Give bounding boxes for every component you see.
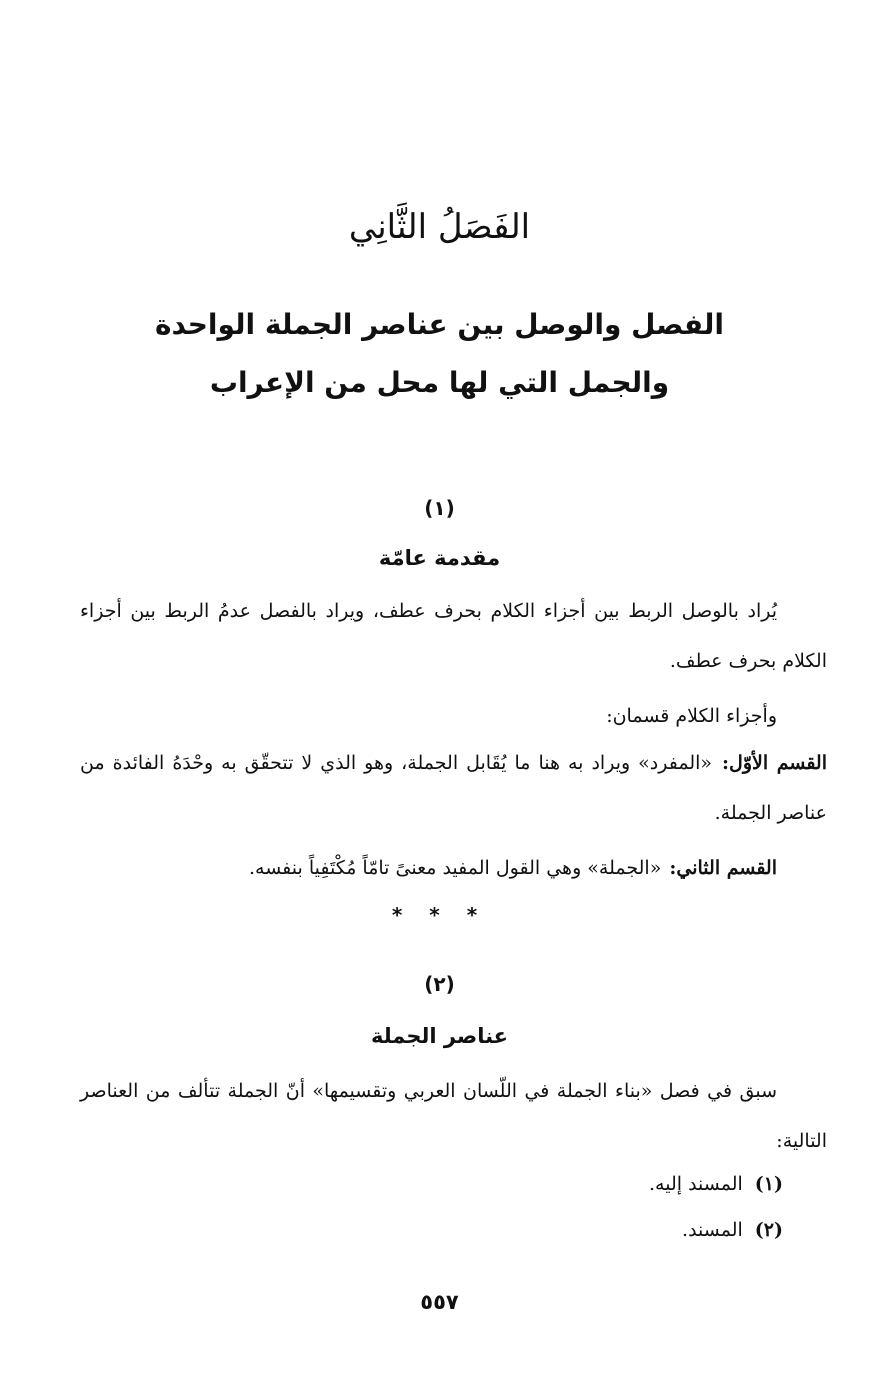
list-item-number: (٢) — [754, 1219, 783, 1241]
part-1-label: القسم الأوّل: — [722, 752, 827, 774]
chapter-label: الفَصَلُ الثَّانِي — [348, 207, 531, 247]
chapter-title-line-1: الفصل والوصل بين عناصر الجملة الواحدة — [154, 308, 724, 341]
list-item — [649, 1164, 783, 1204]
section-1-title: مقدمة عامّة — [378, 546, 501, 570]
list-item-text: المسند إليه. — [649, 1173, 743, 1195]
part-1-text: «المفرد» ويراد به هنا ما يُقَابل الجملة، وهو الذي لا تتحقّق به وحْدَهُ الفائدة من عناصر الجملة. — [80, 752, 827, 824]
list-item-text: المسند. — [682, 1219, 743, 1241]
section-2-title: عناصر الجملة — [370, 1024, 509, 1048]
section-1-intro-paragraph: يُراد بالوصل الربط بين أجزاء الكلام بحرف عطف، ويراد بالفصل عدمُ الربط بين أجزاء الكلام بحرف عطف. — [80, 600, 827, 672]
part-2-label: القسم الثاني: — [669, 857, 777, 879]
section-divider: * * * — [391, 903, 488, 927]
section-2-number: (٢) — [424, 972, 455, 996]
chapter-title-line-2: والجمل التي لها محل من الإعراب — [209, 366, 670, 399]
section-2-intro-paragraph: سبق في فصل «بناء الجملة في اللّسان العربي وتقسيمها» أنّ الجملة تتألف من العناصر التالية: — [80, 1080, 827, 1152]
page-number: ٥٥٧ — [420, 1290, 459, 1314]
list-item-number: (١) — [754, 1173, 783, 1195]
section-1-number: (١) — [424, 496, 455, 520]
part-2-paragraph — [80, 843, 827, 893]
part-1-paragraph — [80, 738, 827, 838]
part-2-text: «الجملة» وهي القول المفيد معنىً تامّاً مُكْتَفِياً بنفسه. — [249, 857, 662, 879]
parts-intro-paragraph: وأجزاء الكلام قسمان: — [606, 705, 777, 727]
chapter-title — [0, 296, 879, 412]
list-item — [682, 1210, 783, 1250]
